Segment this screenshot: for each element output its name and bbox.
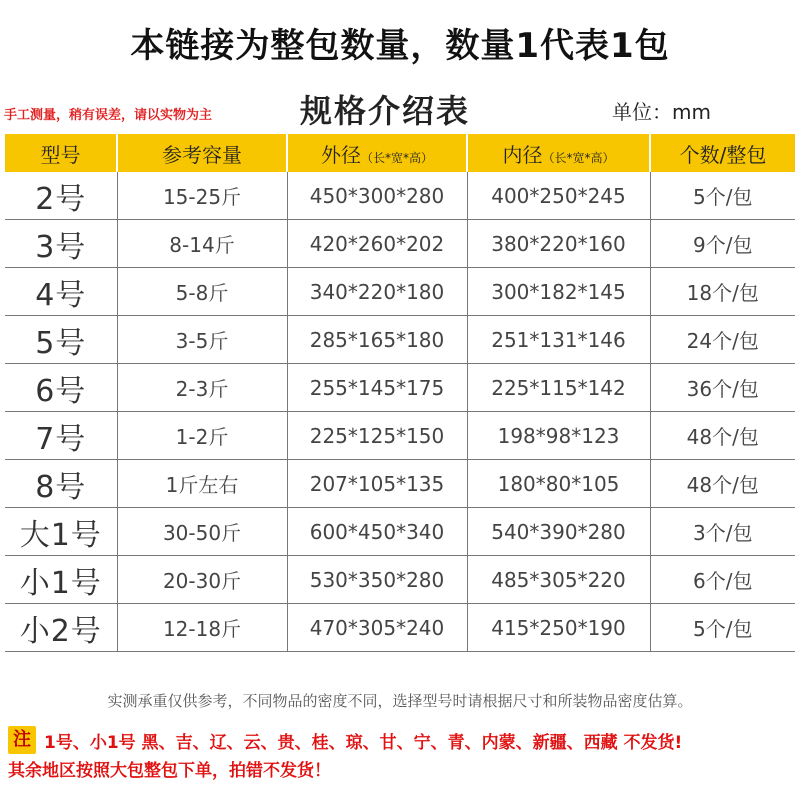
cell-capacity: 20-30斤: [117, 556, 287, 604]
cell-outer: 530*350*280: [287, 556, 467, 604]
spec-table: [5, 134, 795, 652]
subtitle-row: [0, 86, 800, 130]
header-count: 个数/整包: [650, 134, 795, 172]
cell-inner: 540*390*280: [467, 508, 650, 556]
cell-count: 18个/包: [650, 268, 795, 316]
table-row: [5, 556, 795, 604]
cell-inner: 198*98*123: [467, 412, 650, 460]
cell-model: 4号: [5, 268, 117, 316]
table-row: [5, 460, 795, 508]
cell-count: 3个/包: [650, 508, 795, 556]
cell-capacity: 12-18斤: [117, 604, 287, 652]
cell-inner: 225*115*142: [467, 364, 650, 412]
cell-inner: 415*250*190: [467, 604, 650, 652]
table-row: [5, 604, 795, 652]
spec-table-title: 规格介绍表: [300, 92, 471, 130]
notice-line-1: 1号、小1号 黑、吉、辽、云、贵、桂、琼、甘、宁、青、内蒙、新疆、西藏 不发货!: [44, 733, 683, 753]
cell-count: 48个/包: [650, 460, 795, 508]
header-outer: [287, 134, 467, 172]
cell-model: 6号: [5, 364, 117, 412]
cell-model: 8号: [5, 460, 117, 508]
cell-inner: 400*250*245: [467, 172, 650, 220]
header-inner: [467, 134, 650, 172]
cell-outer: 450*300*280: [287, 172, 467, 220]
cell-inner: 300*182*145: [467, 268, 650, 316]
cell-count: 5个/包: [650, 604, 795, 652]
cell-count: 36个/包: [650, 364, 795, 412]
cell-capacity: 15-25斤: [117, 172, 287, 220]
cell-model: 小1号: [5, 556, 117, 604]
cell-inner: 251*131*146: [467, 316, 650, 364]
cell-model: 小2号: [5, 604, 117, 652]
table-row: [5, 364, 795, 412]
table-header-row: [5, 134, 795, 172]
header-capacity: 参考容量: [117, 134, 287, 172]
cell-outer: 255*145*175: [287, 364, 467, 412]
table-row: [5, 412, 795, 460]
cell-model: 5号: [5, 316, 117, 364]
cell-capacity: 3-5斤: [117, 316, 287, 364]
cell-count: 6个/包: [650, 556, 795, 604]
notice-badge: 注: [8, 726, 36, 754]
cell-outer: 285*165*180: [287, 316, 467, 364]
cell-outer: 600*450*340: [287, 508, 467, 556]
unit-label: 单位：mm: [612, 100, 711, 124]
cell-capacity: 1斤左右: [117, 460, 287, 508]
header-outer-note: （长*宽*高）: [360, 150, 433, 165]
cell-count: 5个/包: [650, 172, 795, 220]
header-outer-label: 外径: [320, 142, 361, 167]
cell-model: 大1号: [5, 508, 117, 556]
cell-capacity: 30-50斤: [117, 508, 287, 556]
header-inner-label: 内径: [502, 142, 543, 167]
table-row: [5, 268, 795, 316]
cell-count: 24个/包: [650, 316, 795, 364]
cell-outer: 207*105*135: [287, 460, 467, 508]
cell-model: 7号: [5, 412, 117, 460]
cell-inner: 380*220*160: [467, 220, 650, 268]
load-footnote: 实测承重仅供参考，不同物品的密度不同，选择型号时请根据尺寸和所装物品密度估算。: [107, 692, 693, 710]
table-row: [5, 508, 795, 556]
measurement-note: 手工测量，稍有误差，请以实物为主: [4, 108, 213, 123]
cell-capacity: 5-8斤: [117, 268, 287, 316]
cell-outer: 470*305*240: [287, 604, 467, 652]
table-row: [5, 172, 795, 220]
header-inner-note: （长*宽*高）: [542, 150, 615, 165]
notice-line-2: 其余地区按照大包整包下单，拍错不发货！: [8, 761, 331, 781]
header-model: 型号: [5, 134, 117, 172]
cell-outer: 420*260*202: [287, 220, 467, 268]
cell-outer: 340*220*180: [287, 268, 467, 316]
table-row: [5, 316, 795, 364]
cell-count: 9个/包: [650, 220, 795, 268]
cell-model: 3号: [5, 220, 117, 268]
cell-capacity: 8-14斤: [117, 220, 287, 268]
cell-inner: 485*305*220: [467, 556, 650, 604]
cell-capacity: 1-2斤: [117, 412, 287, 460]
cell-count: 48个/包: [650, 412, 795, 460]
table-row: [5, 220, 795, 268]
cell-model: 2号: [5, 172, 117, 220]
cell-outer: 225*125*150: [287, 412, 467, 460]
cell-inner: 180*80*105: [467, 460, 650, 508]
headline: 本链接为整包数量，数量1代表1包: [130, 26, 670, 66]
cell-capacity: 2-3斤: [117, 364, 287, 412]
